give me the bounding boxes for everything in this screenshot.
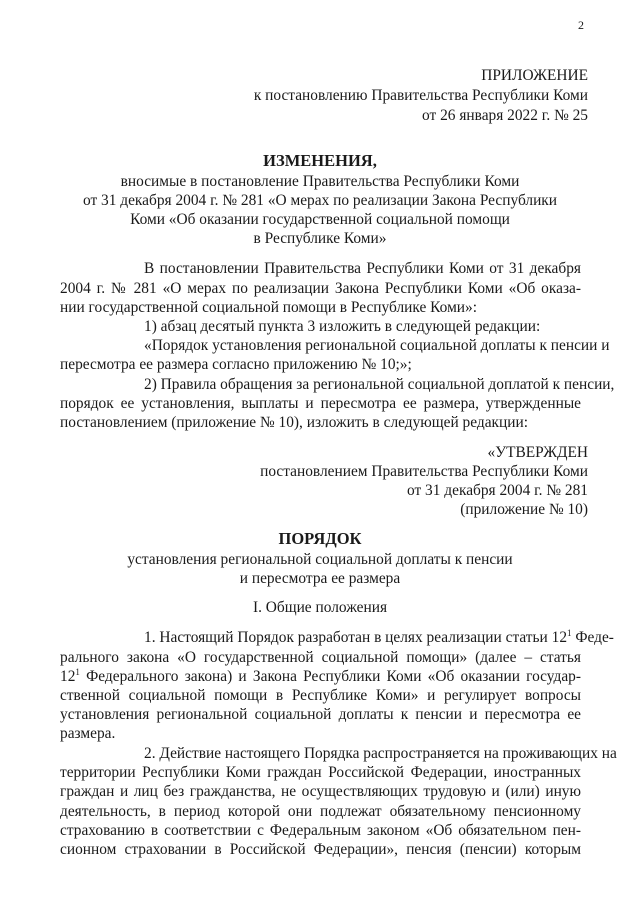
para2-line-5: страхованию в соответствии с Федеральным законом «Об обязательном пен-	[60, 822, 581, 839]
approved-line-2: от 31 декабря 2004 г. № 281	[406, 482, 588, 499]
para1-line-1	[144, 627, 614, 648]
intro-line-8: порядок ее установления, выплаты и пересмотра ее размера, утвержденные	[60, 395, 581, 412]
intro-line-9: постановлением (приложение № 10), изложить в следующей редакции:	[60, 414, 528, 431]
order-line-1: установления региональной социальной доплаты к пенсии	[127, 551, 513, 568]
appendix-title: ПРИЛОЖЕНИЕ	[481, 67, 588, 84]
approved-line-3: (приложение № 10)	[460, 501, 588, 518]
para1-line-3-sup: 1	[75, 666, 80, 677]
para1-line-2: рального закона «О государственной социальной помощи» (далее – статья	[60, 649, 581, 666]
intro-line-7: 2) Правила обращения за региональной социальной доплатой к пенсии,	[144, 376, 615, 393]
para1-line-4: ственной социальной помощи в Республике Коми» и регулирует вопросы	[60, 687, 581, 704]
para2-line-2: территории Республики Коми граждан Российской Федерации, иностранных	[60, 764, 581, 781]
changes-line-2: от 31 декабря 2004 г. № 281 «О мерах по реализации Закона Республики	[82, 192, 558, 209]
intro-line-6: пересмотра ее размера согласно приложению № 10;»;	[60, 356, 412, 373]
intro-line-3: нии государственной социальной помощи в Республике Коми»:	[60, 299, 478, 316]
changes-line-1: вносимые в постановление Правительства Республики Коми	[120, 173, 520, 190]
changes-line-3: Коми «Об оказании государственной социальной помощи	[130, 211, 510, 228]
para1-line-5: установления региональной социальной доплаты к пенсии и пересмотра ее	[60, 706, 581, 723]
para1-line-3-b: Федерального закона) и Закона Республики Коми «Об оказании государ-	[79, 668, 581, 685]
order-heading: ПОРЯДОК	[278, 529, 362, 548]
section-heading: I. Общие положения	[252, 599, 388, 616]
para1-line-3-a: 12	[60, 668, 76, 685]
para2-line-6: сионном страховании в Российской Федерации», пенсия (пенсии) которым	[60, 841, 581, 858]
approved-line-1: постановлением Правительства Республики Коми	[260, 463, 588, 480]
para2-line-3: граждан и лиц без гражданства, не осуществляющих трудовую и (или) иную	[60, 783, 581, 800]
approved-title: «УТВЕРЖДЕН	[487, 444, 588, 461]
intro-line-5: «Порядок установления региональной социальной доплаты к пенсии и	[144, 337, 610, 354]
changes-heading: ИЗМЕНЕНИЯ,	[263, 151, 377, 170]
appendix-line-2: от 26 января 2022 г. № 25	[422, 107, 588, 124]
para1-line-1-b: Феде-	[571, 629, 614, 646]
para1-line-6: размера.	[60, 725, 116, 742]
para1-line-3	[60, 667, 581, 687]
intro-line-1: В постановлении Правительства Республики Коми от 31 декабря	[144, 260, 581, 277]
para1-line-1-sup: 1	[567, 627, 572, 638]
para2-line-1: 2. Действие настоящего Порядка распространяется на проживающих на	[144, 745, 617, 762]
changes-line-4: в Республике Коми»	[253, 230, 387, 247]
page-number: 2	[578, 18, 584, 32]
intro-line-4: 1) абзац десятый пункта 3 изложить в следующей редакции:	[144, 318, 541, 335]
para2-line-4: деятельность, в период которой они подлежат обязательному пенсионному	[60, 803, 581, 820]
para1-line-1-a: 1. Настоящий Порядок разработан в целях реализации статьи 12	[144, 629, 568, 646]
intro-line-2: 2004 г. № 281 «О мерах по реализации Закона Республики Коми «Об оказа-	[60, 280, 581, 297]
order-line-2: и пересмотра ее размера	[239, 570, 401, 587]
appendix-line-1: к постановлению Правительства Республики Коми	[253, 87, 588, 104]
